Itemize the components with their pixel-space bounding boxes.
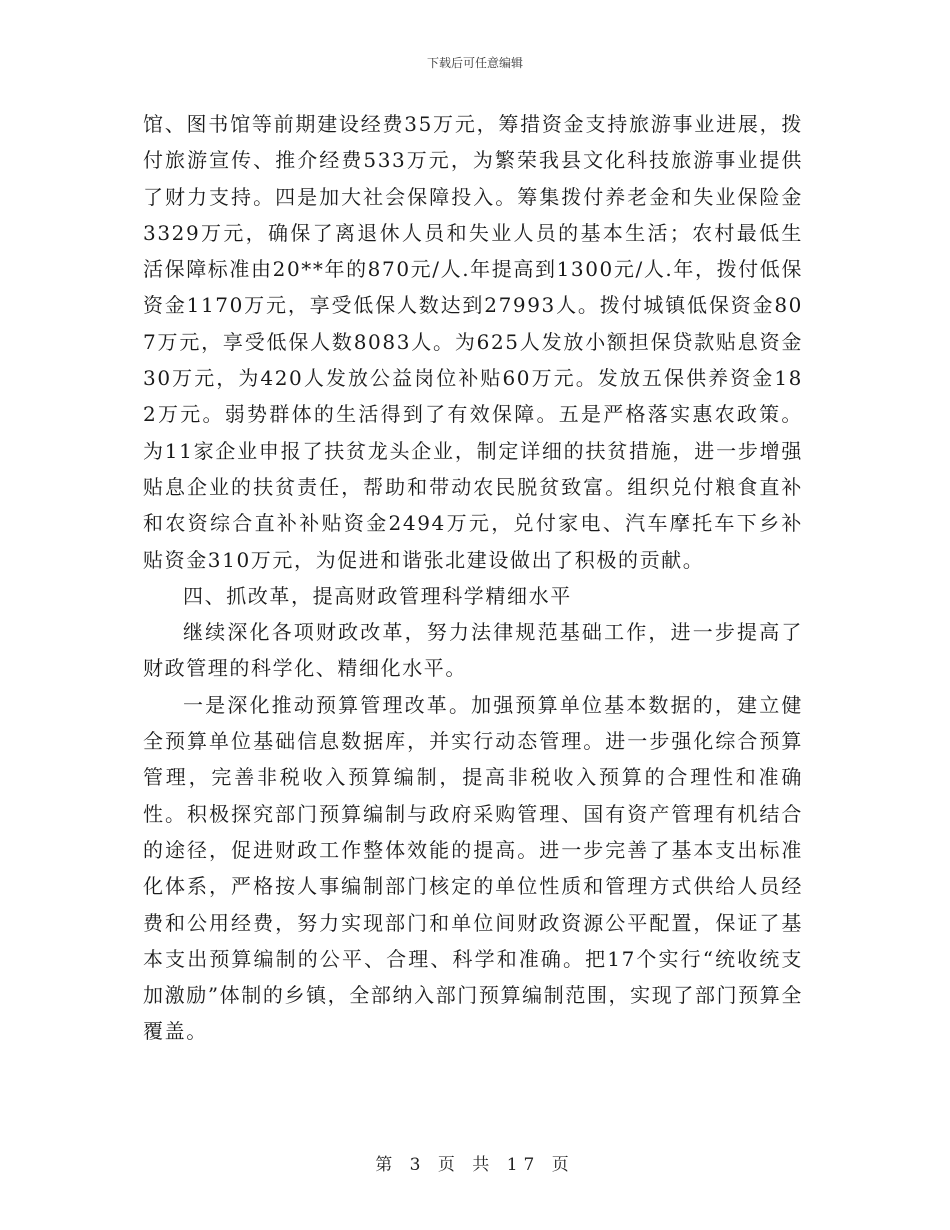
- paragraph-intro: 继续深化各项财政改革，努力法律规范基础工作，进一步提高了财政管理的科学化、精细化水平。: [143, 620, 803, 681]
- paragraph-budget-reform: 一是深化推动预算管理改革。加强预算单位基本数据的，建立健全预算单位基础信息数据库，并实行动态管理。进一步强化综合预算管理，完善非税收入预算编制，提高非税收入预算的合理性和准确性。积极探究部门预算编制与政府采购管理、国有资产管理有机结合的途径，促进财政工作整体效能的提高。进一步完善了基本支出标准化体系，严格按人事编制部门核定的单位性质和管理方式供给人员经费和公用经费，努力实现部门和单位间财政资源公平配置，保证了基本支出预算编制的公平、合理、科学和准确。把17个实行“统收统支加激励”体制的乡镇，全部纳入部门预算编制范围，实现了部门预算全覆盖。: [143, 692, 803, 1044]
- paragraph-continued: 馆、图书馆等前期建设经费35万元，筹措资金支持旅游事业进展，拨付旅游宣传、推介经费533万元，为繁荣我县文化科技旅游事业提供了财力支持。四是加大社会保障投入。筹集拨付养老金和失业保险金3329万元，确保了离退休人员和失业人员的基本生活；农村最低生活保障标准由20**年的870元/人.年提高到1300元/人.年，拨付低保资金1170万元，享受低保人数达到27993人。拨付城镇低保资金807万元，享受低保人数8083人。为625人发放小额担保贷款贴息资金30万元，为420人发放公益岗位补贴60万元。发放五保供养资金182万元。弱势群体的生活得到了有效保障。五是严格落实惠农政策。为11家企业申报了扶贫龙头企业，制定详细的扶贫措施，进一步增强贴息企业的扶贫责任，帮助和带动农民脱贫致富。组织兑付粮食直补和农资综合直补补贴资金2494万元，兑付家电、汽车摩托车下乡补贴资金310万元，为促进和谐张北建设做出了积极的贡献。: [143, 112, 803, 572]
- page-header: 下载后可任意编辑: [426, 56, 523, 70]
- page-number: 第 3 页 共 17 页: [375, 1155, 575, 1175]
- document-body: [143, 106, 803, 1050]
- section-heading: 四、抓改革，提高财政管理科学精细水平: [183, 583, 572, 608]
